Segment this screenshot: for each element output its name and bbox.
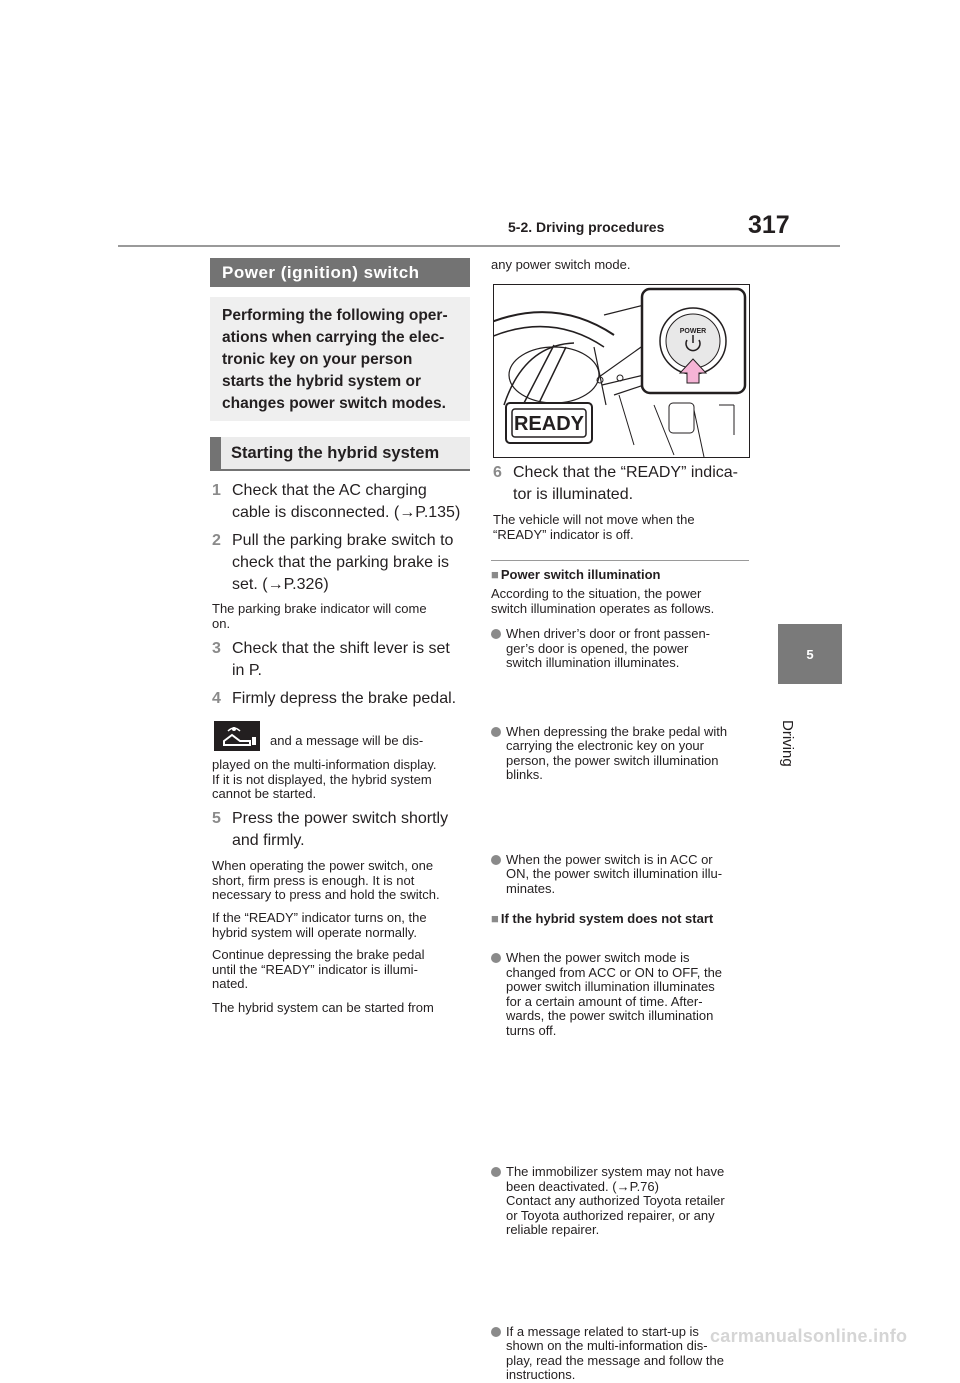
bullet-immobilizer: The immobilizer system may not have been deactivated. (→P.76) Contact any authorized Toyota retailer or Toyota authorized repairer, or any reliable repairer.: [491, 1165, 768, 1238]
note-message: played on the multi-information display. If it is not displayed, the hybrid system cannot be started.: [212, 757, 437, 801]
no-start-heading: ■ If the hybrid system does not start: [491, 911, 713, 926]
section-title: Power (ignition) switch: [210, 258, 470, 287]
page-number: 317: [748, 211, 790, 239]
intro-panel: Performing the following oper- ations when carrying the elec- tronic key on your person starts the hybrid system or changes power switch modes.: [210, 297, 470, 421]
note-continue: Continue depressing the brake pedal until the “READY” indicator is illumi- nated.: [212, 947, 425, 991]
dashboard-illustration: [493, 284, 750, 458]
chapter-title: Driving: [779, 720, 796, 767]
continued-line: any power switch mode.: [491, 257, 631, 272]
header-rule: [118, 245, 840, 247]
note-ready: If the “READY” indicator turns on, the hybrid system will operate normally.: [212, 910, 427, 940]
section-reference: 5-2. Driving procedures: [508, 219, 665, 235]
bullet-acc-on: When the power switch is in ACC or ON, the power switch illumination illu- minates.: [491, 853, 768, 897]
illumination-intro: According to the situation, the power switch illumination operates as follows.: [491, 586, 715, 616]
step-3: 3 Check that the shift lever is set in P.: [212, 640, 450, 679]
note-not-move: The vehicle will not move when the “READY” indicator is off.: [493, 512, 695, 542]
divider: [491, 560, 749, 561]
icon-caption: and a message will be dis-: [270, 733, 424, 748]
note-parking: The parking brake indicator will come on.: [212, 601, 427, 631]
subheading-starting: Starting the hybrid system: [210, 437, 470, 471]
chapter-number: 5: [806, 646, 814, 662]
brake-pedal-indicator-icon: [214, 721, 260, 751]
illumination-heading: ■ Power switch illumination: [491, 567, 661, 582]
bullet-door: When driver’s door or front passen- ger’s door is opened, the power switch illumination illuminates.: [491, 627, 768, 671]
ready-label: READY: [513, 413, 585, 435]
bullet-message: If a message related to start-up is shown on the multi-information dis- play, read the message and follow the instructions.: [491, 1325, 768, 1383]
step-2: 2 Pull the parking brake switch to check that the parking brake is set. (→P.326): [212, 532, 454, 593]
step-4: 4 Firmly depress the brake pedal.: [212, 690, 457, 707]
step-6: 6 Check that the “READY” indica- tor is illuminated.: [493, 464, 738, 503]
note-press: When operating the power switch, one short, firm press is enough. It is not necessary to press and hold the switch.: [212, 858, 440, 902]
power-label: POWER: [679, 328, 707, 335]
bullet-brake: When depressing the brake pedal with carrying the electronic key on your person, the power switch illumination blinks.: [491, 725, 768, 783]
step-5: 5 Press the power switch shortly and firmly.: [212, 810, 449, 849]
bullet-off: When the power switch mode is changed from ACC or ON to OFF, the power switch illumination illuminates for a certain amount of time. After- wards, the power switch illumination turns off.: [491, 951, 768, 1038]
watermark: carmanualsonline.info: [710, 1326, 908, 1346]
note-any-mode: The hybrid system can be started from: [212, 1000, 434, 1015]
chapter-tab[interactable]: [778, 624, 842, 684]
step-1: 1 Check that the AC charging cable is disconnected. (→P.135): [212, 482, 461, 521]
